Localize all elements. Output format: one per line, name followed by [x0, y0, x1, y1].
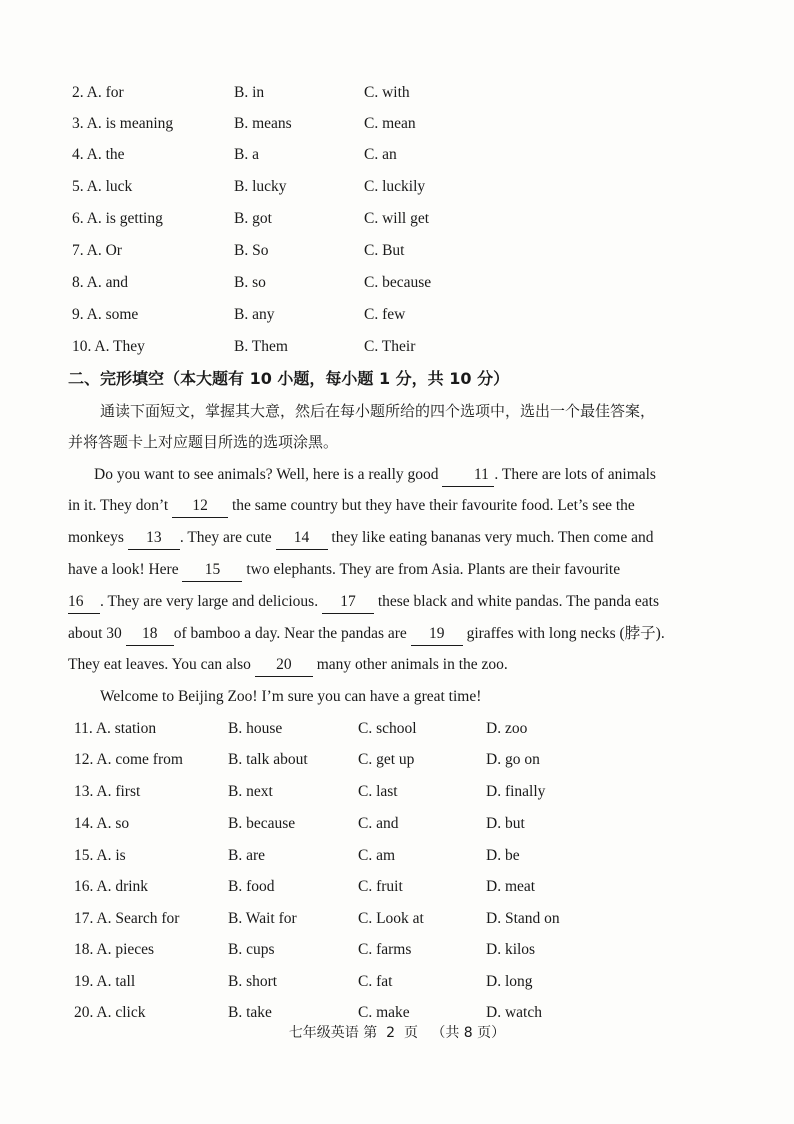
- option-c: C. fat: [358, 973, 393, 990]
- blank-13: 13: [128, 527, 180, 550]
- passage-text: giraffes with long necks (脖子).: [462, 625, 665, 642]
- option-c: C. am: [358, 847, 396, 864]
- option-row: [0, 747, 794, 773]
- option-d: D. long: [486, 973, 533, 990]
- passage-text: They eat leaves. You can also: [68, 656, 255, 673]
- blank-18: 18: [126, 623, 174, 646]
- option-a: 20. A. click: [74, 1004, 146, 1021]
- footer-page-word: 页: [404, 1025, 418, 1041]
- section-title: 二、完形填空（本大题有 10 小题，每小题 1 分，共 10 分）: [68, 369, 510, 388]
- option-d: D. be: [486, 847, 520, 864]
- option-b: B. talk about: [228, 751, 308, 768]
- option-d: D. Stand on: [486, 910, 560, 927]
- option-row: [0, 111, 794, 137]
- option-c: C. and: [358, 815, 399, 832]
- option-row: [0, 716, 794, 742]
- option-a: 16. A. drink: [74, 878, 149, 895]
- instruction-line-2: 并将答题卡上对应题目所选的选项涂黑。: [68, 433, 339, 451]
- passage-text: about 30: [68, 625, 126, 642]
- option-a: 6. A. is getting: [72, 210, 163, 227]
- option-d: D. watch: [486, 1004, 542, 1021]
- option-a: 8. A. and: [72, 274, 128, 291]
- option-b: B. because: [228, 815, 296, 832]
- option-c: C. because: [364, 274, 432, 291]
- option-b: B. next: [228, 783, 273, 800]
- passage-text: of bamboo a day. Near the pandas are: [173, 625, 411, 642]
- option-row: [0, 843, 794, 869]
- passage-line: [68, 461, 694, 489]
- option-row: [0, 811, 794, 837]
- option-b: B. got: [234, 210, 272, 227]
- option-c: C. make: [358, 1004, 410, 1021]
- passage-line: [68, 651, 694, 679]
- option-c: C. luckily: [364, 178, 426, 195]
- option-a: 13. A. first: [74, 783, 141, 800]
- passage-text: monkeys: [68, 529, 128, 546]
- option-row: [0, 937, 794, 963]
- passage-text: they like eating bananas very much. Then come and: [327, 529, 654, 546]
- option-row: [0, 969, 794, 995]
- blank-12: 12: [172, 495, 228, 518]
- option-c: C. last: [358, 783, 398, 800]
- blank-20: 20: [255, 654, 313, 677]
- blank-19: 19: [411, 623, 463, 646]
- blank-11: 11: [442, 464, 494, 487]
- option-b: B. any: [234, 306, 275, 323]
- option-c: C. an: [364, 146, 397, 163]
- option-a: 4. A. the: [72, 146, 125, 163]
- option-row: [0, 142, 794, 168]
- passage-text: . There are lots of animals: [494, 466, 656, 483]
- option-a: 5. A. luck: [72, 178, 133, 195]
- option-b: B. house: [228, 720, 283, 737]
- option-b: B. So: [234, 242, 269, 259]
- option-d: D. but: [486, 815, 525, 832]
- passage-line: [68, 588, 694, 616]
- footer-label: 七年级英语 第: [288, 1025, 378, 1041]
- option-c: C. will get: [364, 210, 430, 227]
- option-b: B. in: [234, 84, 265, 101]
- passage-line: [68, 492, 694, 520]
- option-b: B. Wait for: [228, 910, 297, 927]
- option-c: C. Their: [364, 338, 416, 355]
- option-row: [0, 906, 794, 932]
- option-d: D. finally: [486, 783, 546, 800]
- option-row: [0, 238, 794, 264]
- footer-total: （共 8 页）: [431, 1025, 506, 1041]
- option-b: B. so: [234, 274, 266, 291]
- option-row: [0, 206, 794, 232]
- passage-line: [68, 524, 694, 552]
- option-c: C. school: [358, 720, 417, 737]
- option-a: 12. A. come from: [74, 751, 183, 768]
- passage-text: . They are cute: [179, 529, 276, 546]
- option-c: C. But: [364, 242, 405, 259]
- option-row: [0, 302, 794, 328]
- option-d: D. go on: [486, 751, 540, 768]
- passage-line: [68, 620, 694, 648]
- option-b: B. food: [228, 878, 275, 895]
- option-row: [0, 174, 794, 200]
- passage-text: these black and white pandas. The panda eats: [373, 593, 660, 610]
- option-row: [0, 874, 794, 900]
- option-b: B. cups: [228, 941, 275, 958]
- option-c: C. Look at: [358, 910, 424, 927]
- option-b: B. lucky: [234, 178, 287, 195]
- option-a: 7. A. Or: [72, 242, 122, 259]
- option-row: [0, 779, 794, 805]
- option-a: 2. A. for: [72, 84, 124, 101]
- instruction-line-1: 通读下面短文，掌握其大意，然后在每小题所给的四个选项中，选出一个最佳答案，: [100, 402, 656, 420]
- passage-line: [68, 556, 694, 584]
- passage-text: in it. They don’t: [68, 497, 173, 514]
- option-c: C. mean: [364, 115, 416, 132]
- page-number: 2: [386, 1025, 396, 1041]
- option-a: 17. A. Search for: [74, 910, 180, 927]
- option-c: C. fruit: [358, 878, 403, 895]
- option-d: D. zoo: [486, 720, 528, 737]
- blank-16: 16: [68, 591, 100, 614]
- option-a: 14. A. so: [74, 815, 130, 832]
- blank-14: 14: [276, 527, 328, 550]
- option-row: [0, 270, 794, 296]
- option-row: [0, 334, 794, 360]
- option-d: D. meat: [486, 878, 536, 895]
- option-c: C. farms: [358, 941, 412, 958]
- option-a: 15. A. is: [74, 847, 126, 864]
- option-a: 10. A. They: [72, 338, 145, 355]
- option-c: C. few: [364, 306, 406, 323]
- option-a: 3. A. is meaning: [72, 115, 174, 132]
- option-a: 19. A. tall: [74, 973, 136, 990]
- passage-closing: Welcome to Beijing Zoo! I’m sure you can have a great time!: [100, 688, 482, 705]
- page-footer: [0, 1022, 794, 1042]
- option-c: C. with: [364, 84, 410, 101]
- passage-text: the same country but they have their favourite food. Let’s see the: [228, 497, 635, 514]
- blank-17: 17: [322, 591, 374, 614]
- option-b: B. take: [228, 1004, 272, 1021]
- option-d: D. kilos: [486, 941, 536, 958]
- option-a: 18. A. pieces: [74, 941, 155, 958]
- option-row: [0, 80, 794, 106]
- option-a: 11. A. station: [74, 720, 157, 737]
- option-b: B. Them: [234, 338, 288, 355]
- option-a: 9. A. some: [72, 306, 139, 323]
- option-b: B. means: [234, 115, 292, 132]
- option-b: B. short: [228, 973, 278, 990]
- passage-text: . They are very large and delicious.: [100, 593, 322, 610]
- option-b: B. are: [228, 847, 266, 864]
- passage-text: many other animals in the zoo.: [312, 656, 508, 673]
- blank-15: 15: [182, 559, 242, 582]
- passage-text: Do you want to see animals? Well, here is a really good: [94, 466, 443, 483]
- option-c: C. get up: [358, 751, 415, 768]
- passage-text: have a look! Here: [68, 561, 183, 578]
- option-b: B. a: [234, 146, 259, 163]
- passage-text: two elephants. They are from Asia. Plants are their favourite: [242, 561, 621, 578]
